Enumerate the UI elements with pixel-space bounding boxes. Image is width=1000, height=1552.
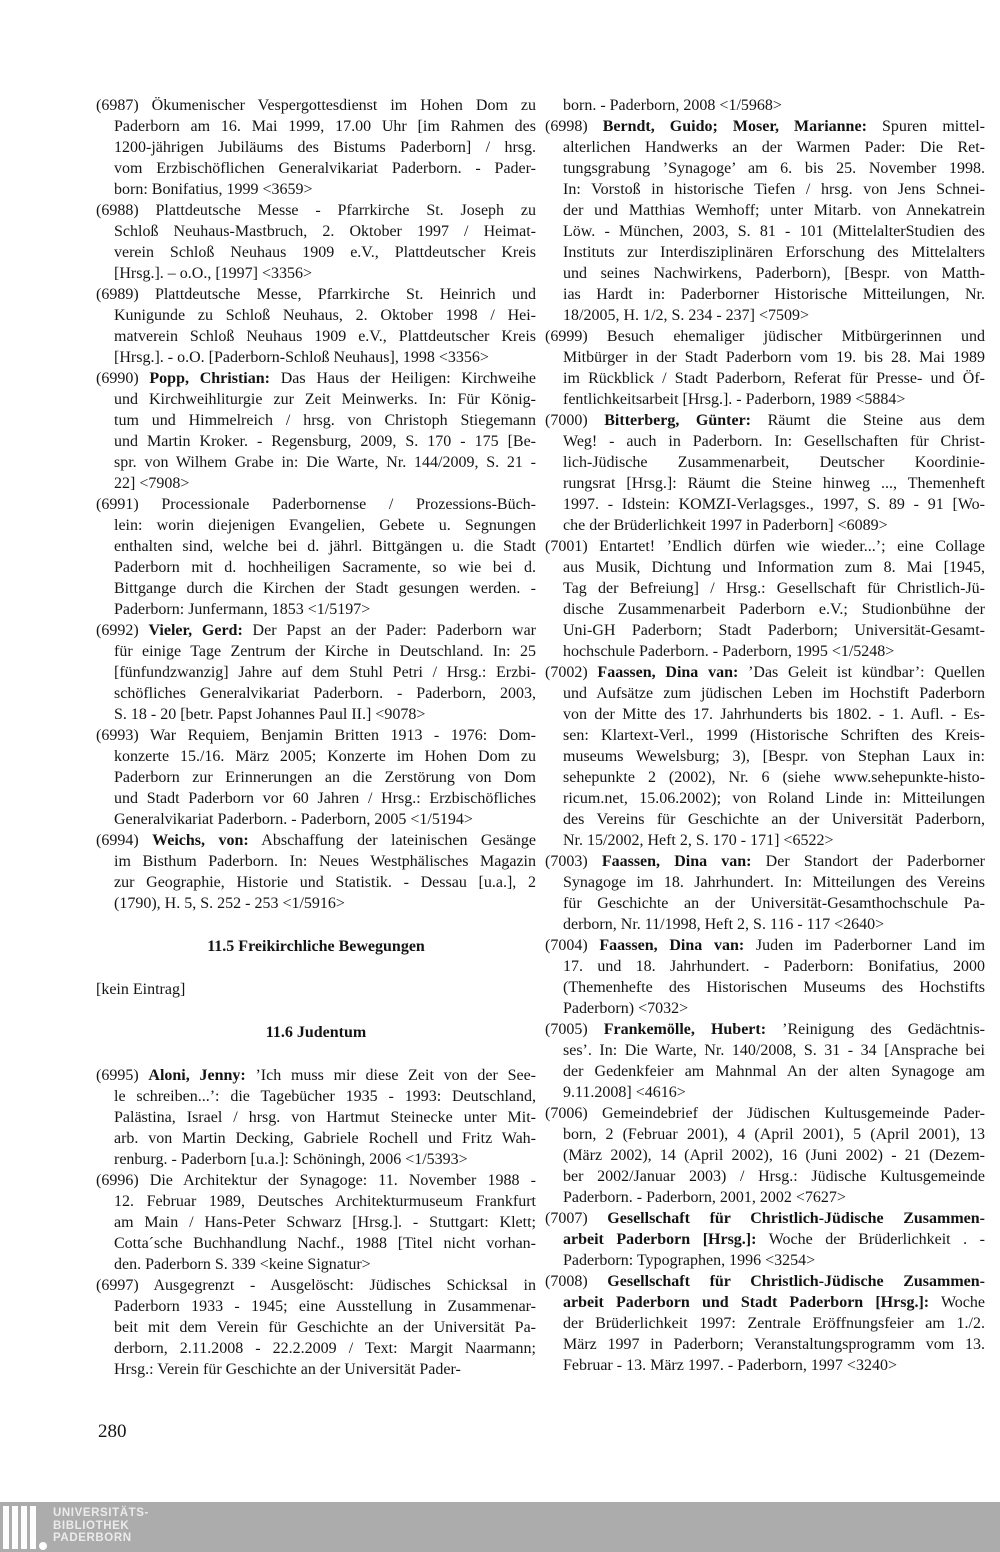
- bib-entry: [545, 1208, 985, 1271]
- text-line: 17. und 18. Jahrhundert. - Paderborn: Bonifatius, 2000: [563, 958, 985, 975]
- text-line: (7004) Faassen, Dina van: Juden im Paderborner Land im: [545, 937, 986, 954]
- text-line: Paderborn 1933 - 1945; eine Ausstellung in Zusammenar-: [114, 1298, 536, 1315]
- text-line: 1200-jährigen Jubiläums des Bistums Paderborn] / hrsg.: [114, 139, 536, 156]
- text-line: enthalten sind, welche bei d. jährl. Bittgängen u. die Stadt: [114, 538, 536, 555]
- text-line: le schreiben...’: die Tagebücher 1935 - 1993: Deutschland,: [114, 1088, 536, 1105]
- right-column: [545, 95, 985, 1376]
- text-line: sen: Klartext-Verl., 1999 (Historische Schriften des Kreis-: [563, 727, 985, 744]
- text-line: sehepunkte 2 (2002), Nr. 6 (siehe www.sehepunkte-histo-: [563, 769, 985, 786]
- logo-bar: [30, 1506, 36, 1549]
- bib-entry: [96, 368, 536, 494]
- text-line: (7007) Gesellschaft für Christlich-Jüdische Zusammen-: [545, 1210, 986, 1227]
- logo-bar: [21, 1506, 27, 1549]
- text-line: Synagoge im 18. Jahrhundert. In: Mitteilungen des Vereins: [563, 874, 985, 891]
- text-line: 11.5 Freikirchliche Bewegungen: [207, 938, 425, 955]
- text-line: und Martin Kroker. - Regensburg, 2009, S. 170 - 175 [Be-: [114, 433, 536, 450]
- text-line: 12. Februar 1989, Deutsches Architekturmuseum Frankfurt: [114, 1193, 536, 1210]
- bib-entry: [96, 284, 536, 368]
- library-footer-bar: [0, 1502, 1000, 1552]
- text-line: [Hrsg.]. – o.O., [1997] <3356>: [114, 265, 313, 282]
- text-line: arbeit Paderborn und Stadt Paderborn [Hrsg.]: Woche: [563, 1294, 985, 1311]
- text-line: Paderborn zur Erinnerungen an die Zerstörung von Dom: [114, 769, 536, 786]
- text-line: (6999) Besuch ehemaliger jüdischer Mitbürgerinnen und: [545, 328, 985, 345]
- text-line: und seines Nachwirkens, Paderborn), [Bespr. von Matth-: [563, 265, 985, 282]
- text-line: che der Brüderlichkeit 1997 in Paderborn] <6089>: [563, 517, 888, 534]
- text-line: (1790), H. 5, S. 252 - 253 <1/5916>: [114, 895, 345, 912]
- bib-entry: [545, 935, 985, 1019]
- text-line: verein Schloß Neuhaus 1909 e.V., Plattdeutscher Kreis: [114, 244, 536, 261]
- text-line: (6996) Die Architektur der Synagoge: 11. November 1988 -: [96, 1172, 536, 1189]
- text-line: renburg. - Paderborn [u.a.]: Schöningh, 2006 <1/5393>: [114, 1151, 468, 1168]
- text-line: Schloß Neuhaus-Mastbruch, 2. Oktober 1997 / Heimat-: [114, 223, 536, 240]
- text-line: (6997) Ausgegrenzt - Ausgelöscht: Jüdisches Schicksal in: [96, 1277, 536, 1294]
- bib-entry: [96, 200, 536, 284]
- text-line: des Vereins für Geschichte an der Universität Paderborn,: [563, 811, 985, 828]
- text-line: und Aufsätze zum jüdischen Leben im Hochstift Paderborn: [563, 685, 985, 702]
- text-line: (7000) Bitterberg, Günter: Räumt die Steine aus dem: [545, 412, 986, 429]
- text-line: März 1997 in Paderborn; Veranstaltungsprogramm vom 13.: [563, 1336, 985, 1353]
- text-line: Cotta´sche Buchhandlung Nachf., 1988 [Titel nicht vorhan-: [114, 1235, 536, 1252]
- text-line: matverein Schloß Neuhaus 1909 e.V., Plattdeutscher Kreis: [114, 328, 536, 345]
- library-logo-bars-icon: [3, 1506, 46, 1550]
- text-line: Paderborn mit d. hochheiligen Sacramente, so wie bei d.: [114, 559, 536, 576]
- text-line: Paderborn am 16. Mai 1999, 17.00 Uhr [im Rahmen des: [114, 118, 536, 135]
- text-line: (6989) Plattdeutsche Messe, Pfarrkirche St. Heinrich und: [96, 286, 536, 303]
- text-line: tum und Himmelreich / hrsg. von Christoph Stiegemann: [114, 412, 536, 429]
- text-line: derborn, 2.11.2008 - 22.2.2009 / Text: Margit Naarmann;: [114, 1340, 536, 1357]
- text-line: hochschule Paderborn. - Paderborn, 1995 <1/5248>: [563, 643, 895, 660]
- text-line: born, 2 (Februar 2001), 4 (April 2001), 5 (April 2001), 13: [563, 1126, 985, 1143]
- bib-entry: [96, 620, 536, 725]
- text-line: born. - Paderborn, 2008 <1/5968>: [563, 97, 782, 114]
- bib-entry: [545, 662, 985, 851]
- bib-entry: [545, 326, 985, 410]
- bib-entry: [96, 1275, 536, 1380]
- section-heading: [96, 1022, 536, 1043]
- text-line: arbeit Paderborn [Hrsg.]: Woche der Brüderlichkeit . -: [563, 1231, 986, 1248]
- text-line: Mitbürger in der Stadt Paderborn vom 19. bis 28. Mai 1989: [563, 349, 985, 366]
- bib-entry: [545, 851, 985, 935]
- left-column: [96, 95, 536, 1380]
- entry-continuation: [545, 95, 985, 116]
- bib-entry: [96, 830, 536, 914]
- text-line: zur Geographie, Historie und Statistik. - Dessau [u.a.], 2: [114, 874, 536, 891]
- bib-entry: [96, 1170, 536, 1275]
- text-line: für Geschichte an der Universität-Gesamthochschule Pa-: [563, 895, 985, 912]
- text-line: Weg! - auch in Paderborn. In: Gesellschaften für Christ-: [563, 433, 985, 450]
- text-line: im Bisthum Paderborn. In: Neues Westphälisches Magazin: [114, 853, 536, 870]
- text-line: 11.6 Judentum: [265, 1024, 367, 1041]
- text-line: und Stadt Paderborn vor 60 Jahren / Hrsg.: Erzbischöfliches: [114, 790, 536, 807]
- text-line: Hrsg.: Verein für Geschichte an der Universität Pader-: [114, 1361, 461, 1378]
- text-line: 22] <7908>: [114, 475, 190, 492]
- text-line: aus Musik, Dichtung und Information zum 8. Mai [1945,: [563, 559, 985, 576]
- text-line: fentlichkeitsarbeit [Hrsg.]. - Paderborn, 1989 <5884>: [563, 391, 906, 408]
- text-line: Kunigunde zu Schloß Neuhaus, 2. Oktober 1998 / Hei-: [114, 307, 536, 324]
- text-line: lein: worin diejenigen Evangelien, Gebete u. Segnungen: [114, 517, 536, 534]
- text-line: (7002) Faassen, Dina van: ’Das Geleit ist kündbar’: Quellen: [545, 664, 985, 681]
- logo-bar: [3, 1506, 9, 1549]
- text-line: Generalvikariat Paderborn. - Paderborn, 2005 <1/5194>: [114, 811, 473, 828]
- bib-entry: [545, 1271, 985, 1376]
- text-line: von der Mitte des 17. Jahrhunderts bis 1802. - 1. Aufl. - Es-: [563, 706, 985, 723]
- text-line: arb. von Martin Decking, Gabriele Rochell und Fritz Wah-: [114, 1130, 536, 1147]
- text-line: S. 18 - 20 [betr. Papst Johannes Paul II.] <9078>: [114, 706, 426, 723]
- logo-bar-with-dot: [39, 1506, 46, 1550]
- text-line: (7003) Faassen, Dina van: Der Standort der Paderborner: [545, 853, 985, 870]
- text-line: (6988) Plattdeutsche Messe - Pfarrkirche St. Joseph zu: [96, 202, 536, 219]
- bib-entry: [96, 494, 536, 620]
- text-line: ber 2002/Januar 2003) / Hrsg.: Jüdische Kultusgemeinde: [563, 1168, 985, 1185]
- text-line: spr. von Wilhem Grabe in: Die Warte, Nr. 144/2009, S. 21 -: [114, 454, 536, 471]
- bib-entry: [545, 1103, 985, 1208]
- text-line: (6995) Aloni, Jenny: ’Ich muss mir diese Zeit von der See-: [96, 1067, 537, 1084]
- text-line: dische Zusammenarbeit Paderborn e.V.; Studionbühne der: [563, 601, 985, 618]
- text-line: (6994) Weichs, von: Abschaffung der lateinischen Gesänge: [96, 832, 536, 849]
- text-line: In: Vorstoß in historische Tiefen / hrsg. von Jens Schnei-: [563, 181, 985, 198]
- text-line: ses’. In: Die Warte, Nr. 140/2008, S. 31 - 34 [Ansprache bei: [563, 1042, 985, 1059]
- bib-entry: [545, 410, 985, 536]
- text-line: (7008) Gesellschaft für Christlich-Jüdische Zusammen-: [545, 1273, 986, 1290]
- text-line: 18/2005, H. 1/2, S. 234 - 237] <7509>: [563, 307, 810, 324]
- text-line: Paderborn: Typographen, 1996 <3254>: [563, 1252, 816, 1269]
- text-line: (6993) War Requiem, Benjamin Britten 1913 - 1976: Dom-: [96, 727, 536, 744]
- text-line: Bittgange durch die Kirchen der Stadt gesungen werden. -: [114, 580, 536, 597]
- text-line: alterlichen Handwerks an der Warmen Pader: Die Ret-: [563, 139, 985, 156]
- logo-text-line: PADERBORN: [53, 1532, 132, 1544]
- text-line: schöfliches Generalvikariat Paderborn. - Paderborn, 2003,: [114, 685, 536, 702]
- text-line: derborn, Nr. 11/1998, Heft 2, S. 116 - 117 <2640>: [563, 916, 885, 933]
- text-line: (6992) Vieler, Gerd: Der Papst an der Pader: Paderborn war: [96, 622, 537, 639]
- logo-bar: [12, 1506, 18, 1549]
- text-line: Löw. - München, 2003, S. 81 - 101 (MittelalterStudien des: [563, 223, 985, 240]
- text-line: Instituts zur Interdisziplinären Erforschung des Mittelalters: [563, 244, 985, 261]
- text-line: Palästina, Israel / hrsg. von Hartmut Steinecke unter Mit-: [114, 1109, 536, 1126]
- text-line: [kein Eintrag]: [96, 981, 186, 998]
- page-number: 280: [98, 1421, 127, 1442]
- text-line: der Brüderlichkeit 1997: Zentrale Eröffnungsfeier am 1./2.: [563, 1315, 985, 1332]
- text-line: der und Matthias Wemhoff; unter Mitarb. von Annekatrein: [563, 202, 985, 219]
- text-line: Paderborn. - Paderborn, 2001, 2002 <7627>: [563, 1189, 846, 1206]
- text-line: Paderborn) <7032>: [563, 1000, 689, 1017]
- text-line: (7006) Gemeindebrief der Jüdischen Kultusgemeinde Pader-: [545, 1105, 985, 1122]
- text-line: (6987) Ökumenischer Vespergottesdienst im Hohen Dom zu: [96, 97, 536, 114]
- text-line: (März 2002), 14 (April 2002), 16 (Juni 2002) - 21 (Dezem-: [563, 1147, 985, 1164]
- text-line: [fünfundzwanzig] Jahre auf dem Stuhl Petri / Hrsg.: Erzbi-: [114, 664, 536, 681]
- text-line: tungsgrabung ’Synagoge’ am 6. bis 25. November 1998.: [563, 160, 985, 177]
- text-line: ias Hardt in: Paderborner Historische Mitteilungen, Nr.: [563, 286, 985, 303]
- text-line: ricum.net, 15.06.2002); von Roland Linde in: Mitteilungen: [563, 790, 985, 807]
- text-line: Februar - 13. März 1997. - Paderborn, 1997 <3240>: [563, 1357, 897, 1374]
- no-entry-note: [96, 979, 536, 1000]
- logo-text-line: BIBLIOTHEK: [53, 1519, 130, 1532]
- text-line: Nr. 15/2002, Heft 2, S. 170 - 171] <6522>: [563, 832, 834, 849]
- library-logo-text: [53, 1507, 149, 1545]
- text-line: (6998) Berndt, Guido; Moser, Marianne: Spuren mittel-: [545, 118, 986, 135]
- text-line: den. Paderborn S. 339 <keine Signatur>: [114, 1256, 371, 1273]
- bib-entry: [96, 1065, 536, 1170]
- text-line: [Hrsg.]. - o.O. [Paderborn-Schloß Neuhaus], 1998 <3356>: [114, 349, 489, 366]
- text-line: der Gedenkfeier am Mahnmal An der alten Synagoge am: [563, 1063, 985, 1080]
- text-line: am Main / Hans-Peter Schwarz [Hrsg.]. - Stuttgart: Klett;: [114, 1214, 536, 1231]
- text-line: beit mit dem Verein für Geschichte an der Universität Pa-: [114, 1319, 536, 1336]
- text-line: (7001) Entartet! ’Endlich dürfen wie wieder...’; eine Collage: [545, 538, 985, 555]
- text-line: vom Erzbischöflichen Generalvikariat Paderborn. - Pader-: [114, 160, 536, 177]
- text-line: Paderborn: Junfermann, 1853 <1/5197>: [114, 601, 371, 618]
- text-line: museums Wewelsburg; 3), [Bespr. von Stephan Laux in:: [563, 748, 985, 765]
- section-heading: [96, 936, 536, 957]
- bib-entry: [545, 116, 985, 326]
- text-line: (6991) Processionale Paderbornense / Prozessions-Büch-: [96, 496, 536, 513]
- text-line: für einige Tage Zentrum der Kirche in Deutschland. In: 25: [114, 643, 536, 660]
- text-line: born: Bonifatius, 1999 <3659>: [114, 181, 313, 198]
- text-line: und Kirchweihliturgie zur Zeit Meinwerks. In: Für König-: [114, 391, 536, 408]
- bib-entry: [96, 725, 536, 830]
- text-line: (7005) Frankemölle, Hubert: ’Reinigung des Gedächtnis-: [545, 1021, 986, 1038]
- text-line: im Rückblick / Stadt Paderborn, Referat für Presse- und Öf-: [563, 370, 985, 387]
- text-line: lich-Jüdische Zusammenarbeit, Deutscher Koordinie-: [563, 454, 985, 471]
- text-line: (6990) Popp, Christian: Das Haus der Heiligen: Kirchweihe: [96, 370, 537, 387]
- text-line: 1997. - Idstein: KOMZI-Verlagsges., 1997, S. 89 - 91 [Wo-: [563, 496, 985, 513]
- text-line: 9.11.2008] <4616>: [563, 1084, 686, 1101]
- text-line: konzerte 15./16. März 2005; Konzerte im Hohen Dom zu: [114, 748, 536, 765]
- logo-text-line: UNIVERSITÄTS-: [53, 1507, 149, 1519]
- bib-entry: [96, 95, 536, 200]
- bib-entry: [545, 536, 985, 662]
- bib-entry: [545, 1019, 985, 1103]
- text-line: Uni-GH Paderborn; Stadt Paderborn; Universität-Gesamt-: [563, 622, 985, 639]
- text-line: (Themenhefte des Historischen Museums des Hochstifts: [563, 979, 985, 996]
- text-line: Tag der Befreiung] / Hrsg.: Gesellschaft für Christlich-Jü-: [563, 580, 985, 597]
- logo-dot-icon: [39, 1542, 47, 1550]
- text-line: rungsrat [Hrsg.]: Räumt die Steine hinweg ..., Themenheft: [563, 475, 985, 492]
